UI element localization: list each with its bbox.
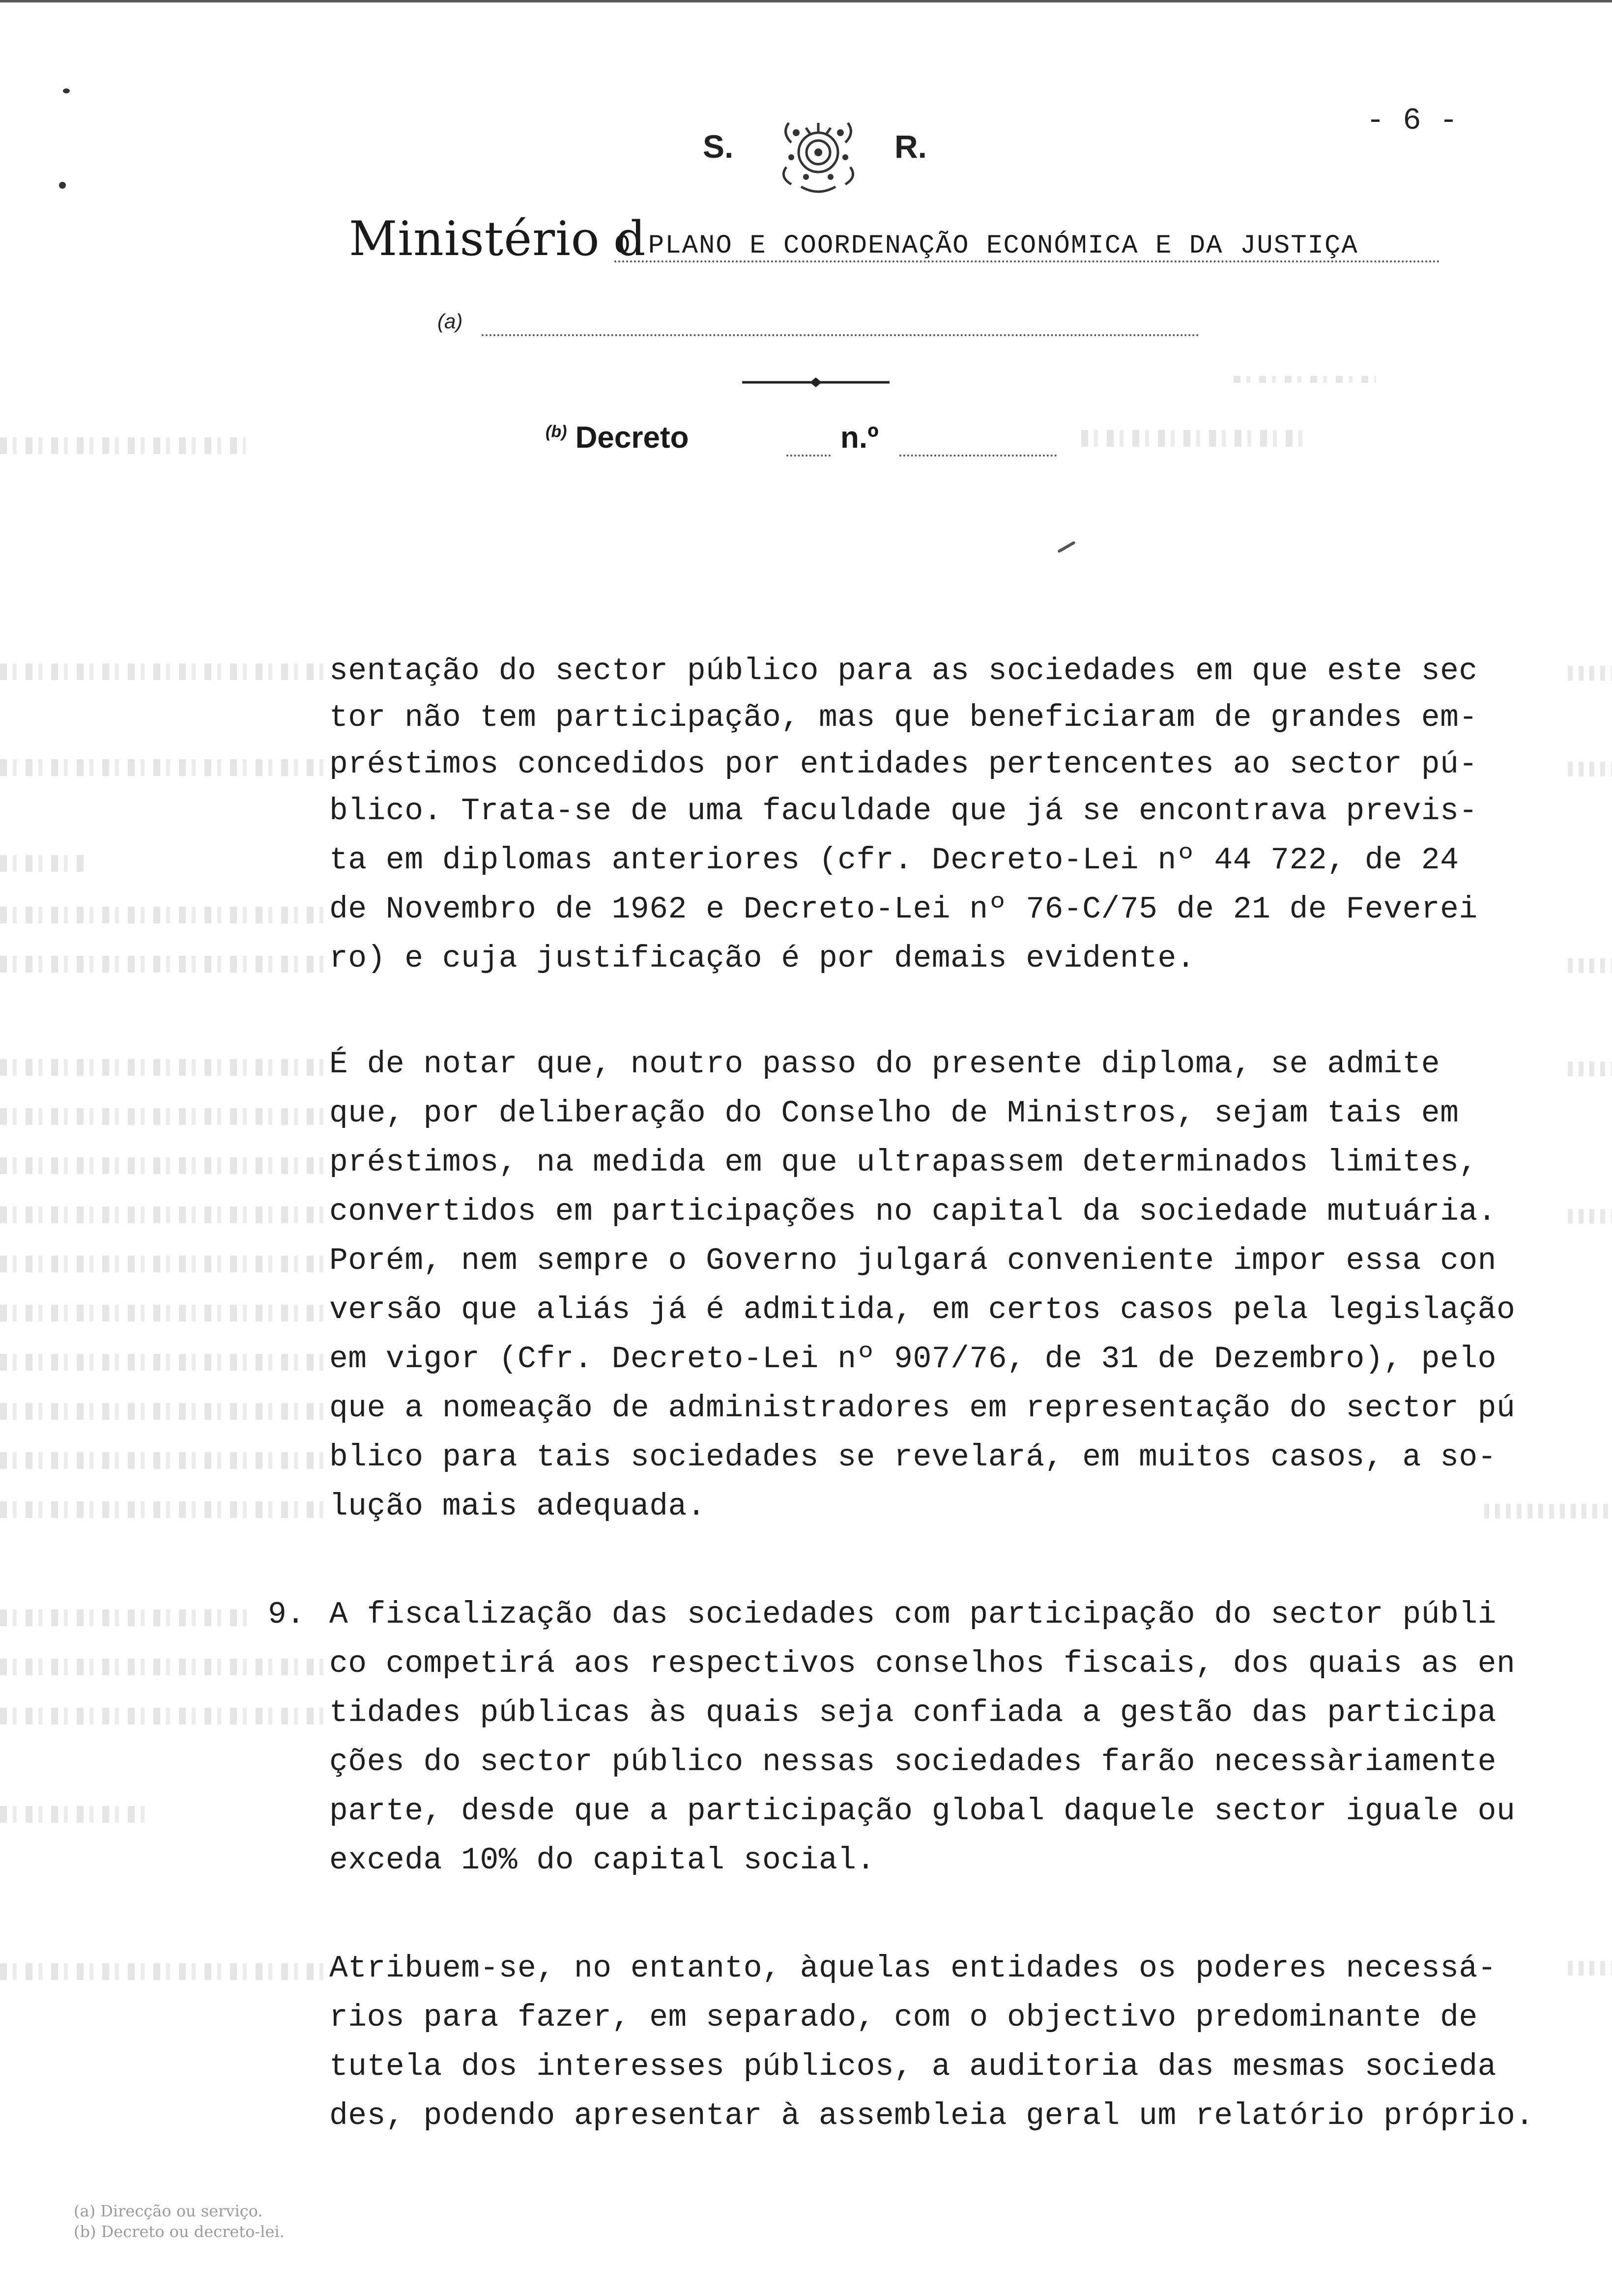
decree-marker: (b) <box>546 422 567 441</box>
para4-line-4: des, podendo apresentar à assembleia geral um relatório próprio. <box>329 2098 1534 2133</box>
bleed-through-mark <box>1568 1209 1612 1224</box>
bleed-through-mark <box>0 1806 147 1823</box>
para2-line-6: versão que aliás já é admitida, em certos casos pela legislação <box>329 1292 1516 1327</box>
decree-line <box>546 420 1057 464</box>
bleed-through-mark <box>1568 666 1612 681</box>
bleed-through-mark <box>1484 1504 1612 1519</box>
emblem <box>698 113 963 197</box>
para3-line-3: tidades públicas às quais seja confiada a gestão das participa <box>329 1695 1497 1730</box>
bleed-through-mark <box>0 1305 324 1321</box>
ministry-label: Ministério d <box>349 211 646 266</box>
para2-line-4: convertidos em participações no capital da sociedade mutuária. <box>329 1194 1497 1229</box>
para1-line-7: ro) e cuja justificação é por demais evidente. <box>329 941 1196 976</box>
para1-line-4: blico. Trata-se de uma faculdade que já se encontrava previs- <box>329 794 1478 829</box>
para4-line-2: rios para fazer, em separado, com o objectivo predominante de <box>329 2000 1478 2035</box>
section-number: 9. <box>268 1597 305 1632</box>
decree-number-label: n.º <box>840 421 879 455</box>
decree-word: Decreto <box>575 421 689 455</box>
ink-speck <box>1057 541 1076 553</box>
crest-icon <box>772 113 865 197</box>
bleed-through-mark <box>0 1256 324 1272</box>
ornament-divider <box>742 377 890 387</box>
emblem-left-letter: S. <box>703 128 734 165</box>
para3-line-2: co competirá aos respectivos conselhos fiscais, dos quais as en <box>329 1646 1516 1681</box>
ministry-dotted-line <box>614 260 1440 262</box>
bleed-through-mark <box>1568 958 1612 973</box>
para4-line-1: Atribuem-se, no entanto, àquelas entidades os poderes necessá- <box>329 1951 1497 1986</box>
bleed-through-mark <box>0 1108 324 1125</box>
bleed-through-mark <box>0 1354 324 1371</box>
decree-number-dotted-line <box>899 455 1057 457</box>
top-border <box>0 0 1612 2</box>
footnote-b: (b) Decreto ou decreto-lei. <box>74 2222 285 2241</box>
bleed-through-mark <box>0 1059 324 1076</box>
para2-line-3: préstimos, na medida em que ultrapassem determinados limites, <box>329 1145 1478 1180</box>
para3-line-1: A fiscalização das sociedades com participação do sector públi <box>329 1597 1497 1632</box>
para2-line-5: Porém, nem sempre o Governo julgará conveniente impor essa con <box>329 1243 1497 1278</box>
para1-line-2: tor não tem participação, mas que beneficiaram de grandes em- <box>329 700 1478 735</box>
bleed-through-mark <box>0 1157 324 1174</box>
bleed-through-mark <box>0 1501 324 1518</box>
bleed-through-mark <box>0 1659 324 1675</box>
bleed-through-mark <box>0 1452 324 1469</box>
bleed-through-mark <box>0 1708 324 1724</box>
para2-line-9: blico para tais sociedades se revelará, em muitos casos, a so- <box>329 1440 1497 1475</box>
service-field-label: (a) <box>437 310 463 333</box>
para4-line-3: tutela dos interesses públicos, a auditoria das mesmas socieda <box>329 2049 1497 2084</box>
para3-line-6: exceda 10% do capital social. <box>329 1843 875 1878</box>
ministry-name: O PLANO E COORDENAÇÃO ECONÓMICA E DA JUSTIÇA <box>614 231 1358 261</box>
emblem-right-letter: R. <box>894 128 927 165</box>
bleed-through-mark <box>0 855 88 872</box>
bleed-through-mark <box>0 907 324 923</box>
bleed-through-mark <box>0 1609 256 1626</box>
page-number: - 6 - <box>1366 103 1458 138</box>
para1-line-1: sentação do sector público para as sociedades em que este sec <box>329 654 1478 689</box>
bleed-through-mark <box>1568 1062 1612 1076</box>
bleed-through-mark <box>0 437 246 454</box>
service-field-dotted-line <box>482 334 1199 336</box>
para2-line-2: que, por deliberação do Conselho de Ministros, sejam tais em <box>329 1096 1459 1131</box>
bleed-through-mark <box>0 1206 324 1223</box>
para2-line-8: que a nomeação de administradores em representação do sector pú <box>329 1391 1516 1426</box>
bleed-through-mark <box>0 956 324 973</box>
bleed-through-mark <box>1234 376 1376 383</box>
decree-type-dotted-line <box>786 455 831 457</box>
bleed-through-mark <box>1081 430 1307 447</box>
bleed-through-mark <box>0 1963 324 1980</box>
para2-line-7: em vigor (Cfr. Decreto-Lei nº 907/76, de 31 de Dezembro), pelo <box>329 1342 1497 1377</box>
bleed-through-mark <box>0 1403 324 1420</box>
bleed-through-mark <box>1568 762 1612 776</box>
ink-speck <box>59 182 66 189</box>
para3-line-4: ções do sector público nessas sociedades farão necessàriamente <box>329 1745 1497 1779</box>
bleed-through-mark <box>0 759 324 776</box>
service-field <box>437 310 1199 344</box>
footnote-a: (a) Direcção ou serviço. <box>74 2202 263 2220</box>
bleed-through-mark <box>0 663 324 680</box>
para3-line-5: parte, desde que a participação global daquele sector iguale ou <box>329 1794 1516 1829</box>
decree-label <box>546 420 689 455</box>
para1-line-5: ta em diplomas anteriores (cfr. Decreto-Lei nº 44 722, de 24 <box>329 843 1459 878</box>
para1-line-3: préstimos concedidos por entidades pertencentes ao sector pú- <box>329 747 1478 782</box>
para1-line-6: de Novembro de 1962 e Decreto-Lei nº 76-C/75 de 21 de Feverei <box>329 892 1478 927</box>
bleed-through-mark <box>1568 1961 1612 1976</box>
para2-line-10: lução mais adequada. <box>329 1489 706 1524</box>
ministry-line <box>349 211 1528 270</box>
ink-speck <box>63 88 70 93</box>
para2-line-1: É de notar que, noutro passo do presente diploma, se admite <box>329 1047 1440 1082</box>
